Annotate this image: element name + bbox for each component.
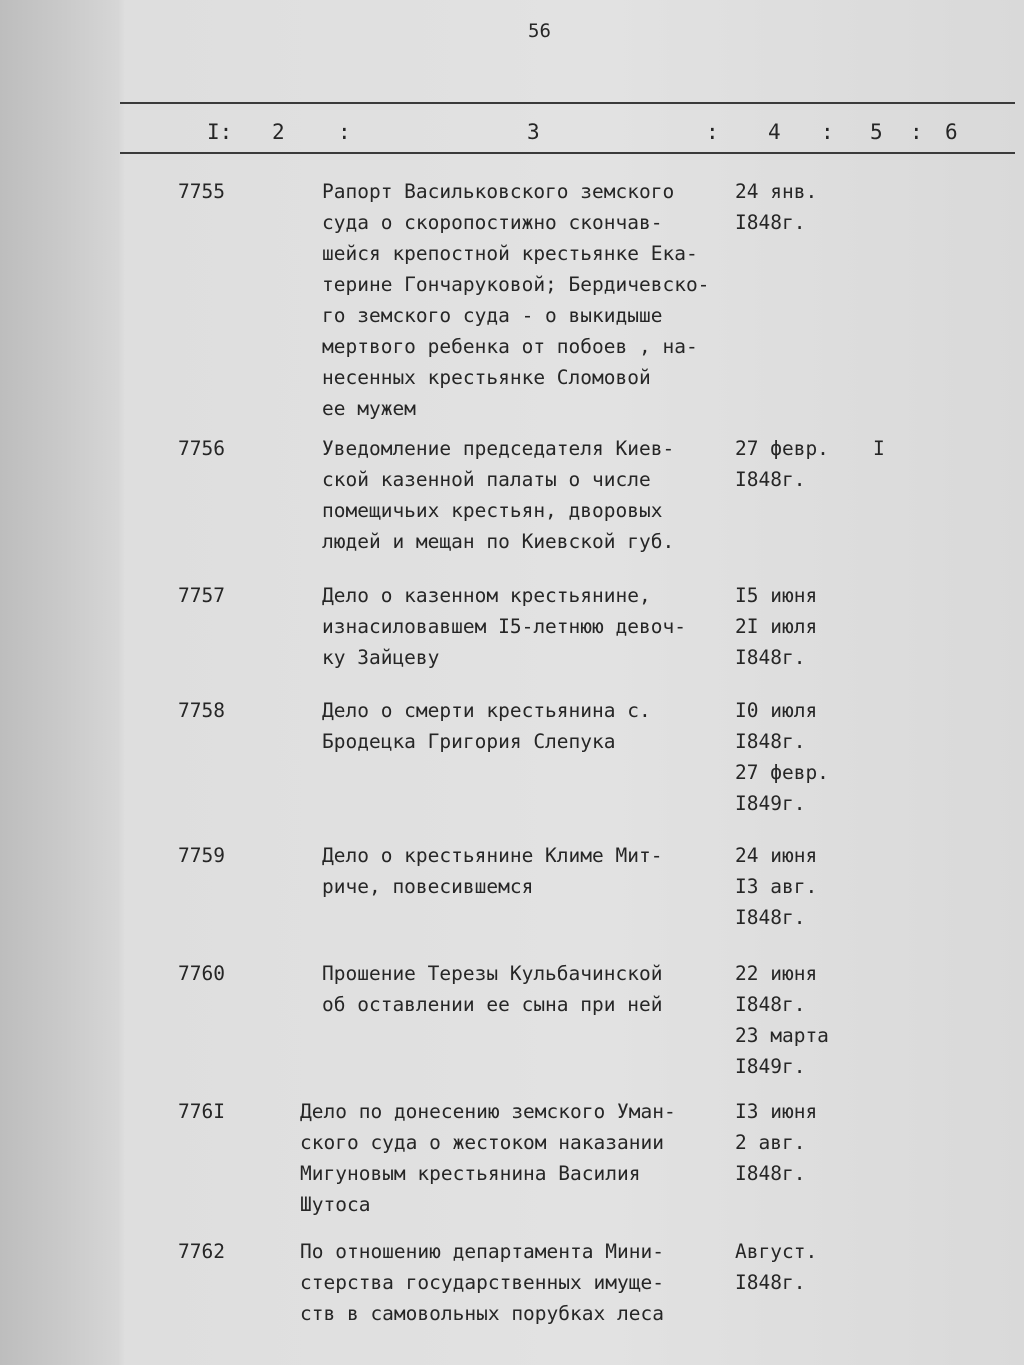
date-line: I848г. (735, 211, 806, 234)
description-line: шейся крепостной крестьянке Ека- (322, 242, 698, 265)
description-line: терине Гончаруковой; Бердичевско- (322, 273, 710, 296)
column-separator: : (338, 120, 351, 144)
description-line: Дело о казенном крестьянине, (322, 584, 651, 607)
column-header-3: 3 (527, 120, 540, 144)
description-line: Мигуновым крестьянина Василия (300, 1162, 641, 1185)
description-line: риче, повесившемся (322, 875, 534, 898)
date-line: 2 авг. (735, 1131, 806, 1154)
date-line: I848г. (735, 1271, 806, 1294)
column-header-4: 4 (768, 120, 781, 144)
description-line: Дело о смерти крестьянина с. (322, 699, 651, 722)
column-header-6: 6 (945, 120, 958, 144)
entry-number: 7756 (178, 437, 225, 460)
entry-description (322, 695, 651, 757)
description-line: ств в самовольных порубках леса (300, 1302, 664, 1325)
entry-number: 7762 (178, 1240, 225, 1263)
entry-number: 7759 (178, 844, 225, 867)
header-bottom-rule (120, 152, 1015, 154)
entry-description (300, 1236, 664, 1329)
description-line: Бродецка Григория Слепука (322, 730, 616, 753)
date-line: I3 июня (735, 1100, 818, 1123)
date-line: I0 июля (735, 699, 818, 722)
entry-dates (735, 1096, 817, 1189)
description-line: ее мужем (322, 397, 416, 420)
entry-description (322, 176, 709, 424)
date-line: 23 марта (735, 1024, 829, 1047)
description-line: людей и мещан по Киевской губ. (322, 530, 675, 553)
column-separator: : (706, 120, 719, 144)
entry-dates (735, 695, 829, 819)
description-line: го земского суда - о выкидыше (322, 304, 663, 327)
description-line: Дело о крестьянине Климе Мит- (322, 844, 663, 867)
entry-dates (735, 433, 829, 495)
entry-dates (735, 840, 817, 933)
description-line: Рапорт Васильковского земского (322, 180, 675, 203)
entry-dates (735, 176, 817, 238)
entry-number: 7757 (178, 584, 225, 607)
date-line: I848г. (735, 730, 806, 753)
entry-number: 7758 (178, 699, 225, 722)
facing-page-edge (0, 0, 120, 1365)
entry-description (322, 433, 674, 557)
date-line: I849г. (735, 792, 806, 815)
description-line: Прошение Терезы Кульбачинской (322, 962, 663, 985)
date-line: 24 июня (735, 844, 818, 867)
entry-dates (735, 1236, 817, 1298)
column-separator: : (910, 120, 923, 144)
entry-number: 776I (178, 1100, 225, 1123)
date-line: 2I июля (735, 615, 818, 638)
date-line: I848г. (735, 646, 806, 669)
page-number: 56 (528, 20, 551, 42)
description-line: суда о скоропостижно скончав- (322, 211, 663, 234)
column-header-1: I: (207, 120, 233, 144)
date-line: I849г. (735, 1055, 806, 1078)
date-line: 24 янв. (735, 180, 818, 203)
description-line: ской казенной палаты о числе (322, 468, 651, 491)
date-line: I5 июня (735, 584, 818, 607)
entry-description (322, 840, 662, 902)
entry-description (322, 580, 686, 673)
column-header-5: 5 (870, 120, 883, 144)
description-line: Уведомление председателя Киев- (322, 437, 675, 460)
entry-description (322, 958, 662, 1020)
date-line: Август. (735, 1240, 818, 1263)
date-line: 22 июня (735, 962, 818, 985)
date-line: I848г. (735, 906, 806, 929)
description-line: ку Зайцеву (322, 646, 440, 669)
date-line: 27 февр. (735, 437, 829, 460)
description-line: ского суда о жестоком наказании (300, 1131, 664, 1154)
description-line: мертвого ребенка от побоев , на- (322, 335, 698, 358)
description-line: По отношению департамента Мини- (300, 1240, 664, 1263)
date-line: I848г. (735, 993, 806, 1016)
date-line: I3 авг. (735, 875, 818, 898)
description-line: Шутоса (300, 1193, 371, 1216)
column-separator: : (821, 120, 834, 144)
description-line: изнасиловавшем I5-летнюю девоч- (322, 615, 686, 638)
entry-sheet-count: I (873, 437, 885, 460)
description-line: об оставлении ее сына при ней (322, 993, 663, 1016)
column-header-2: 2 (272, 120, 285, 144)
description-line: помещичьих крестьян, дворовых (322, 499, 663, 522)
description-line: Дело по донесению земского Уман- (300, 1100, 676, 1123)
description-line: несенных крестьянке Сломовой (322, 366, 651, 389)
description-line: стерства государственных имуще- (300, 1271, 664, 1294)
entry-description (300, 1096, 676, 1220)
entry-dates (735, 580, 817, 673)
date-line: I848г. (735, 468, 806, 491)
entry-number: 7755 (178, 180, 225, 203)
entry-number: 7760 (178, 962, 225, 985)
date-line: 27 февр. (735, 761, 829, 784)
date-line: I848г. (735, 1162, 806, 1185)
header-top-rule (120, 102, 1015, 104)
entry-dates (735, 958, 829, 1082)
